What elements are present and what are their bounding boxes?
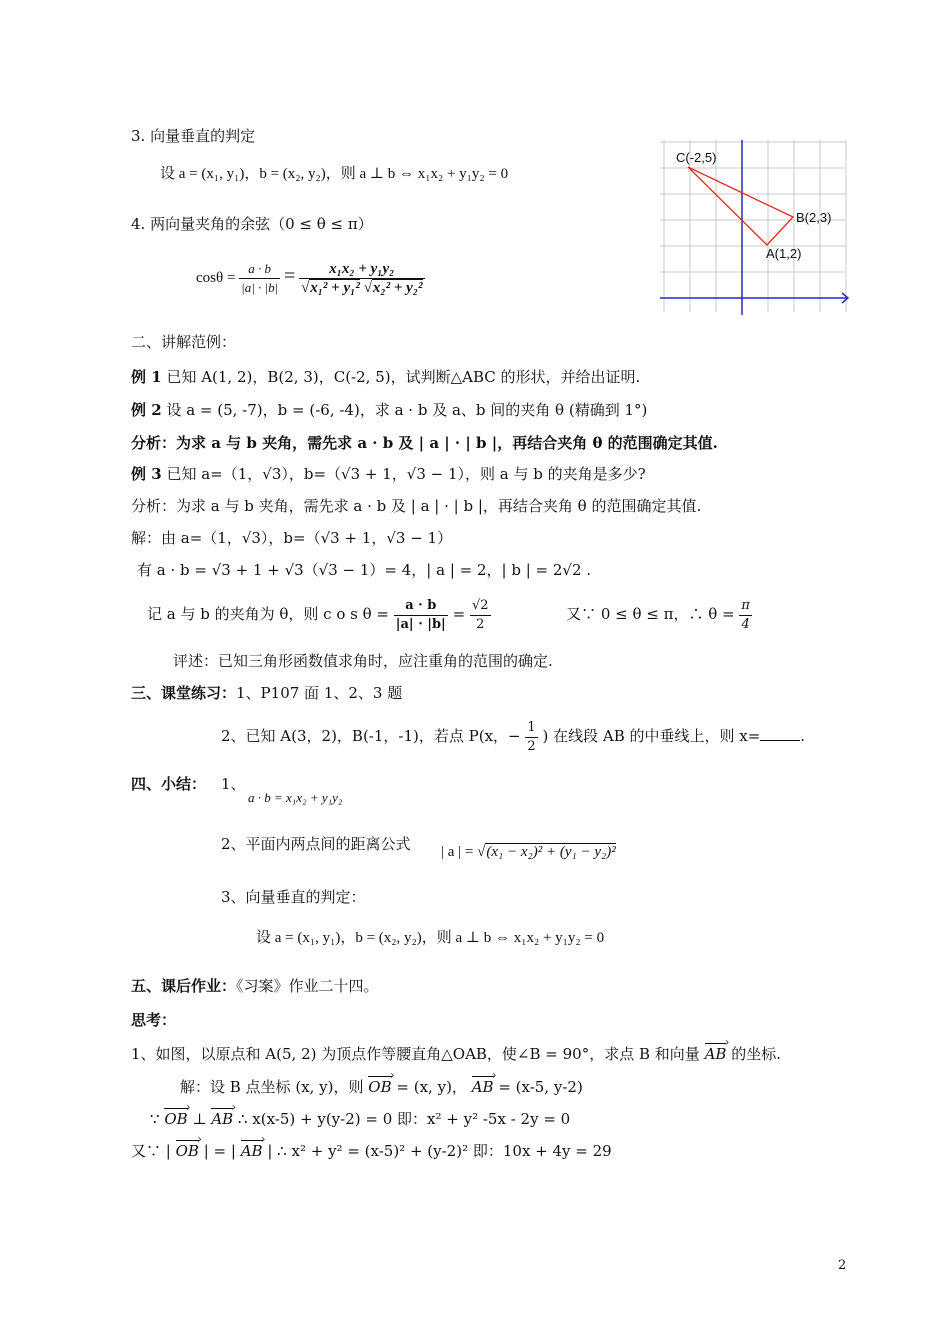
- part-4-title: 四、小结：: [131, 775, 207, 793]
- triangle-graph: [660, 140, 852, 315]
- example-3: [131, 464, 646, 484]
- think-solution-3: [131, 1137, 612, 1161]
- solution3-den: |a| · |b|: [395, 616, 446, 632]
- solution3-rnum: √2: [470, 597, 491, 616]
- think-sol3-v2: AB ›: [241, 1137, 263, 1161]
- solution3-num: a · b: [394, 597, 448, 616]
- exercise-2: [221, 716, 805, 756]
- think-title: 思考：: [131, 1011, 177, 1029]
- think1-a: 1、如图，以原点和 A(5, 2) 为顶点作等腰直角△OAB，使∠B = 90°，求点 B 和向量: [131, 1045, 700, 1063]
- think-sol3-a: 又∵ |: [131, 1142, 171, 1160]
- section-3-title: 3. 向量垂直的判定: [131, 127, 256, 145]
- comment: 评述：已知三角形函数值求角时，应注重角的范围的确定.: [173, 652, 553, 670]
- ex3-label: 例 3: [131, 465, 162, 483]
- label-c: C(-2,5): [676, 150, 717, 165]
- graph-grid: [660, 140, 846, 312]
- summary-1-formula: a · b = x₁x₂ + y₁y₂: [248, 790, 343, 805]
- exercise2-a: 2、已知 A(3，2)，B(-1，-1)，若点 P(x，−: [221, 727, 521, 745]
- ex2-label: 例 2: [131, 401, 162, 419]
- think-sol1-a: 解：设 B 点坐标 (x, y)，则: [180, 1078, 364, 1096]
- think-sol1-v1: OB ›: [368, 1073, 391, 1097]
- solution-line-3: [147, 594, 752, 634]
- part-2-title: 二、讲解范例：: [131, 333, 237, 351]
- cos-frac2-den-b: x₂² + y₂²: [372, 280, 423, 297]
- label-b: B(2,3): [796, 210, 832, 225]
- exercise2-num: 1: [525, 719, 537, 738]
- label-a: A(1,2): [766, 246, 802, 261]
- sum2-radicand: (x₁ − x₂)² + (y₁ − y₂)²: [486, 844, 616, 860]
- summary-3-text: 3、向量垂直的判定：: [221, 888, 366, 906]
- cos-frac1-den: |a| · |b|: [241, 280, 279, 296]
- triangle-abc: [688, 167, 793, 245]
- page-number: 2: [838, 1258, 847, 1273]
- example-2: [131, 400, 647, 420]
- ex1-text: 已知 A(1, 2)，B(2, 3)，C(-2, 5)，试判断△ABC 的形状，并给出证明.: [161, 368, 641, 386]
- part3-text: 1、P107 面 1、2、3 题: [236, 684, 403, 702]
- solution3-mid: 又∵ 0 ≤ θ ≤ π，∴ θ =: [566, 605, 735, 623]
- solution3-eq: =: [452, 605, 466, 623]
- think-sol2-c: ∴ x(x-5) + y(y-2) = 0 即：x² + y² -5x - 2y = 0: [237, 1110, 571, 1128]
- part-3: [131, 683, 402, 703]
- exercise2-b: ) 在线段 AB 的中垂线上，则 x=: [542, 727, 761, 745]
- solution3-prefix: 记 a 与 b 的夹角为 θ，则 c o s θ =: [147, 605, 389, 623]
- ex1-label: 例 1: [131, 368, 162, 386]
- ex3-text: 已知 a=（1，√3），b=（√3 + 1，√3 − 1），则 a 与 b 的夹角是多少?: [161, 465, 646, 483]
- think-sol1-b: = (x, y)，: [396, 1078, 467, 1096]
- part3-title: 三、课堂练习：: [131, 684, 237, 702]
- perpendicular-formula: 设 a = (x₁, y₁)，b = (x₂, y₂)，则 a ⊥ b ⇔ x₁x₂ + y₁y₂ = 0: [160, 166, 509, 182]
- analysis-1: 分析：为求 a 与 b 夹角，需先求 a · b 及 | a | · | b |，再结合夹角 θ 的范围确定其值.: [131, 434, 718, 452]
- think-solution-1: [180, 1073, 583, 1097]
- think-sol3-v1: OB ›: [176, 1137, 199, 1161]
- cosine-formula: cosθ = $\frac{a \cdot b}{|a| \cdot |b|}$ = $\frac{\text{x₁x₂ + y₁y₂}}{\text{√x₁² + y₁² √x₂² + y₂²}}$: [196, 261, 423, 297]
- think1-vec: AB ›: [705, 1040, 727, 1064]
- think-sol3-c: | ∴ x² + y² = (x-5)² + (y-2)² 即：10x + 4y = 29: [267, 1142, 612, 1160]
- solution-line-2: 有 a · b = √3 + 1 + √3（√3 − 1）= 4，| a | = 2，| b | = 2√2 .: [137, 561, 592, 579]
- exercise2-den: 2: [527, 738, 536, 754]
- cos-lhs: cosθ =: [196, 270, 236, 286]
- think-sol3-b: | = |: [203, 1142, 236, 1160]
- summary-1-label: 1、: [221, 775, 246, 793]
- cos-frac2-den-a: x₁² + y₁²: [310, 280, 360, 297]
- distance-formula: | a | = √(x₁ − x₂)² + (y₁ − y₂)²: [441, 844, 616, 860]
- think-sol2-b: ⊥: [192, 1110, 207, 1128]
- sum2-lhs: | a | =: [441, 844, 474, 860]
- answer-blank: [760, 726, 800, 741]
- solution-line-1: 解：由 a=（1，√3），b=（√3 + 1，√3 − 1）: [131, 529, 453, 547]
- analysis-2: 分析：为求 a 与 b 夹角，需先求 a · b 及 | a | · | b |，再结合夹角 θ 的范围确定其值.: [131, 497, 702, 515]
- ex2-text: 设 a = (5, -7)，b = (-6, -4)，求 a · b 及 a、b 间的夹角 θ (精确到 1°): [161, 401, 648, 419]
- summary-2-text: 2、平面内两点间的距离公式: [221, 835, 411, 853]
- example-1: [131, 367, 640, 387]
- think-sol2-v2: AB ›: [211, 1105, 233, 1129]
- think1-b: 的坐标.: [731, 1045, 781, 1063]
- think-solution-2: [150, 1105, 570, 1129]
- think-sol1-c: = (x-5, y-2): [498, 1078, 583, 1096]
- exercise2-end: .: [800, 727, 806, 745]
- solution3-rden: 2: [476, 616, 485, 632]
- part5-text: 《习案》作业二十四。: [236, 977, 379, 995]
- summary-3-formula: 设 a = (x₁, y₁)，b = (x₂, y₂)，则 a ⊥ b ⇔ x₁x₂ + y₁y₂ = 0: [256, 930, 605, 946]
- solution3-pnum: π: [739, 597, 752, 616]
- solution3-pden: 4: [741, 616, 750, 632]
- think-question-1: [131, 1040, 781, 1064]
- part5-title: 五、课后作业：: [131, 977, 237, 995]
- part-5: [131, 976, 379, 996]
- think-sol2-a: ∵: [150, 1110, 160, 1128]
- cos-frac1-num: a · b: [239, 260, 280, 279]
- section-4-title: 4. 两向量夹角的余弦（0 ≤ θ ≤ π）: [131, 215, 373, 233]
- think-sol1-v2: AB ›: [472, 1073, 494, 1097]
- think-sol2-v1: OB ›: [164, 1105, 187, 1129]
- cos-frac2-num: x₁x₂ + y₁y₂: [299, 260, 425, 279]
